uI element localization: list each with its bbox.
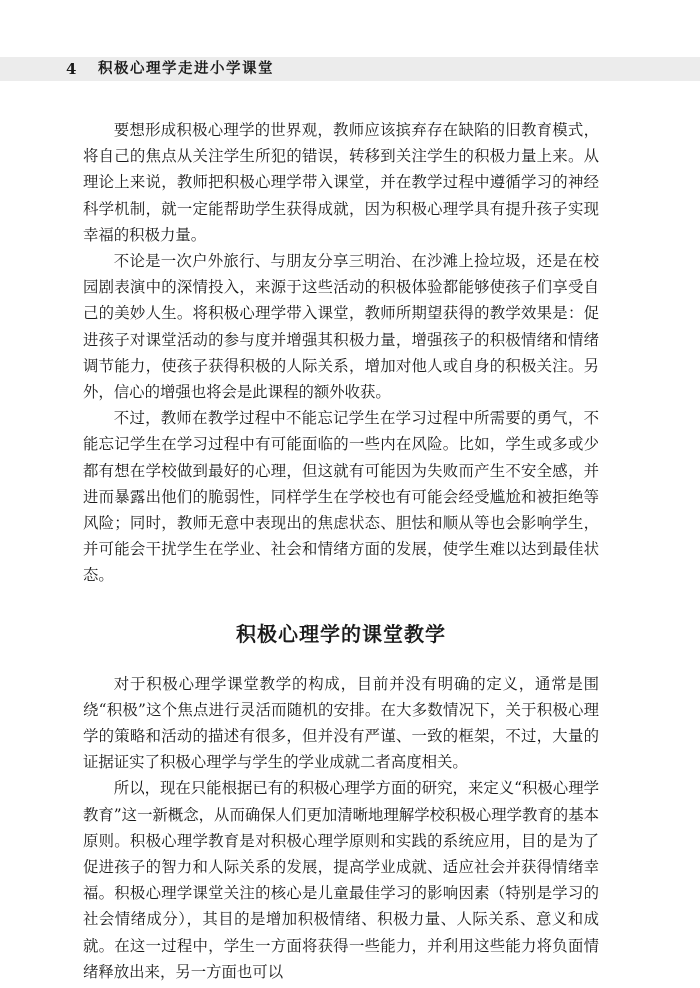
body-paragraph: 不论是一次户外旅行、与朋友分享三明治、在沙滩上捡垃圾，还是在校园剧表演中的深情投入，来源于这些活动的积极体验都能够使孩子们享受自己的美妙人生。将积极心理学带入课堂，教师所期望获得的教学效果是：促进孩子对课堂活动的参与度并增强其积极力量，增强孩子的积极情绪和情绪调节能力，使孩子获得积极的人际关系，增加对他人或自身的积极关注。另外，信心的增强也将会是此课程的额外收获。 (83, 252, 599, 402)
body-paragraph: 不过，教师在教学过程中不能忘记学生在学习过程中所需要的勇气，不能忘记学生在学习过程中有可能面临的一些内在风险。比如，学生或多或少都有想在学校做到最好的心理，但这就有可能因为失败而产生不安全感，并进而暴露出他们的脆弱性，同样学生在学校也有可能会经受尴尬和被拒绝等风险；同时，教师无意中表现出的焦虑状态、胆怯和顺从等也会影响学生，并可能会干扰学生在学业、社会和情绪方面的发展，使学生难以达到最佳状态。 (83, 409, 599, 585)
section-heading: 积极心理学的课堂教学 (236, 621, 446, 646)
running-title: 积极心理学走进小学课堂 (98, 61, 274, 77)
page-number: 4 (66, 60, 77, 78)
page-body (83, 117, 599, 985)
body-paragraph: 所以，现在只能根据已有的积极心理学方面的研究，来定义“积极心理学教育”这一新概念，从而确保人们更加清晰地理解学校积极心理学教育的基本原则。积极心理学教育是对积极心理学原则和实践的系统应用，目的是为了促进孩子的智力和人际关系的发展，提高学业成就、适应社会并获得情绪幸福。积极心理学课堂关注的核心是儿童最佳学习的影响因素（特别是学习的社会情绪成分），其目的是增加积极情绪、积极力量、人际关系、意义和成就。在这一过程中，学生一方面将获得一些能力，并利用这些能力将负面情绪释放出来，另一方面也可以 (83, 779, 599, 981)
body-paragraph: 要想形成积极心理学的世界观，教师应该摈弃存在缺陷的旧教育模式，将自己的焦点从关注学生所犯的错误，转移到关注学生的积极力量上来。从理论上来说，教师把积极心理学带入课堂，并在教学过程中遵循学习的神经科学机制，就一定能帮助学生获得成就，因为积极心理学具有提升孩子实现幸福的积极力量。 (83, 121, 599, 244)
body-paragraph: 对于积极心理学课堂教学的构成，目前并没有明确的定义，通常是围绕“积极”这个焦点进行灵活而随机的安排。在大多数情况下，关于积极心理学的策略和活动的描述有很多，但并没有严谨、一致的框架，不过，大量的证据证实了积极心理学与学生的学业成就二者高度相关。 (83, 674, 599, 772)
